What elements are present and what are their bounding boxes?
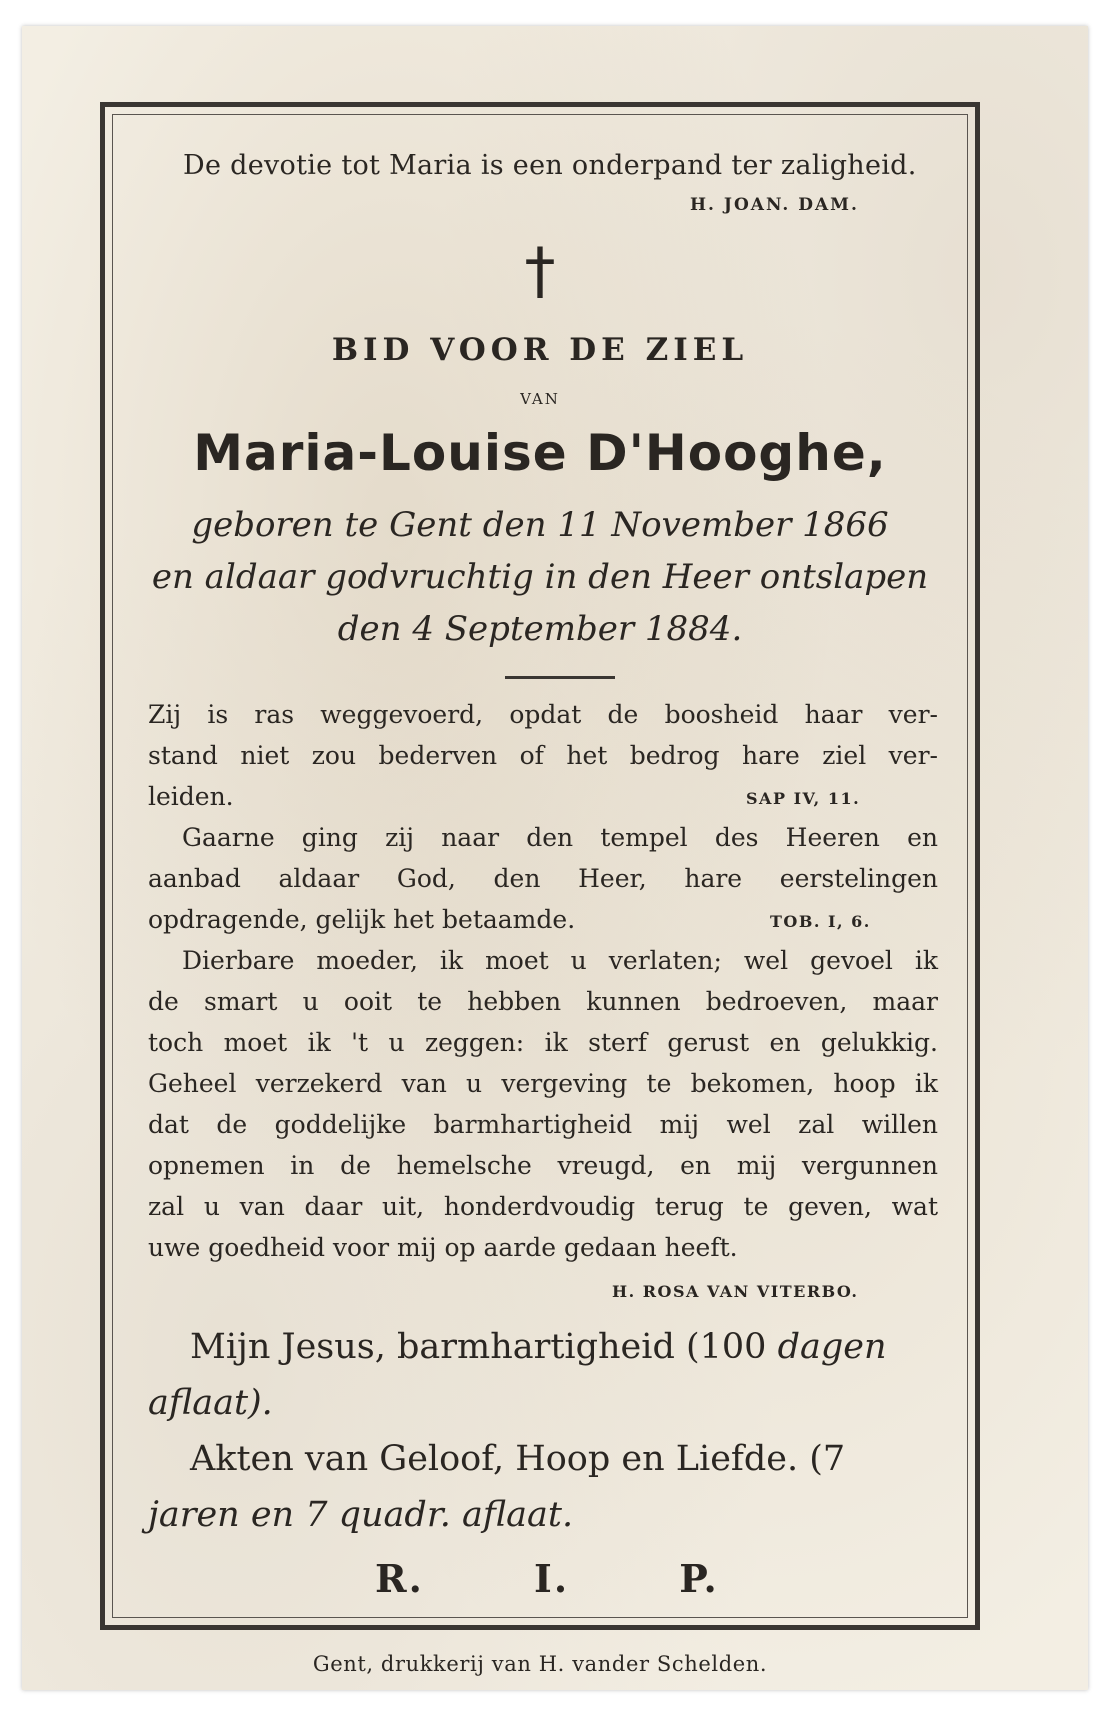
printer-credit: Gent, drukkerij van H. vander Schelden.: [312, 1652, 768, 1676]
epigraph-source: H. JOAN. DAM.: [690, 195, 859, 215]
passage-3-line-6: opnemen in de hemelsche vreugd, en mij vergunnen: [148, 1151, 938, 1180]
passage-2-reference: TOB. I, 6.: [770, 912, 871, 931]
passage-3-line-1: Dierbare moeder, ik moet u verlaten; wel gevoel ik: [182, 946, 938, 975]
divider-rule: [505, 676, 615, 679]
deceased-name: Maria-Louise D'Hooghe,: [193, 424, 887, 482]
passage-1-line-3: leiden.: [148, 782, 234, 811]
passage-3-line-4: Geheel verzekerd van u vergeving te bekomen, hoop ik: [148, 1069, 938, 1098]
passage-3-line-3: toch moet ik 't u zeggen: ik sterf gerust en gelukkig.: [148, 1028, 938, 1057]
passage-1-line-2: stand niet zou bederven of het bedrog hare ziel ver-: [148, 741, 938, 770]
prayer-1-line-1: Mijn Jesus, barmhartigheid (100 dagen: [190, 1327, 887, 1367]
passage-3-line-8: uwe goedheid voor mij op aarde gedaan heeft.: [148, 1233, 738, 1262]
passage-2-line-3: opdragende, gelijk het betaamde.: [148, 905, 576, 934]
passage-1-line-1: Zij is ras weggevoerd, opdat de boosheid haar ver-: [148, 700, 938, 729]
heading-van: VAN: [520, 390, 560, 408]
passage-2-line-2: aanbad aldaar God, den Heer, hare eerstelingen: [148, 864, 938, 893]
passage-3-line-5: dat de goddelijke barmhartigheid mij wel zal willen: [148, 1110, 938, 1139]
birth-line: geboren te Gent den 11 November 1866: [191, 505, 889, 545]
prayer-1-line-2: aflaat).: [148, 1383, 273, 1423]
passage-3-line-7: zal u van daar uit, honderdvoudig terug te geven, wat: [148, 1192, 938, 1221]
cross-icon: †: [524, 234, 556, 307]
prayer-heading: BID VOOR DE ZIEL: [331, 332, 749, 368]
death-date-line: den 4 September 1884.: [337, 609, 743, 649]
passage-3-line-2: de smart u ooit te hebben kunnen bedroeven, maar: [148, 987, 938, 1016]
rip-closing: R. I. P.: [375, 1556, 719, 1601]
prayer-2-line-2: jaren en 7 quadr. aflaat.: [148, 1495, 574, 1535]
epigraph-text: De devotie tot Maria is een onderpand ter zaligheid.: [183, 150, 917, 181]
passage-2-line-1: Gaarne ging zij naar den tempel des Heeren en: [182, 823, 938, 852]
passage-3-reference: H. ROSA VAN VITERBO.: [612, 1282, 859, 1301]
passage-1-reference: SAP IV, 11.: [746, 789, 861, 808]
death-line: en aldaar godvruchtig in den Heer ontslapen: [151, 557, 929, 597]
prayer-2-line-1: Akten van Geloof, Hoop en Liefde. (7: [190, 1439, 846, 1479]
